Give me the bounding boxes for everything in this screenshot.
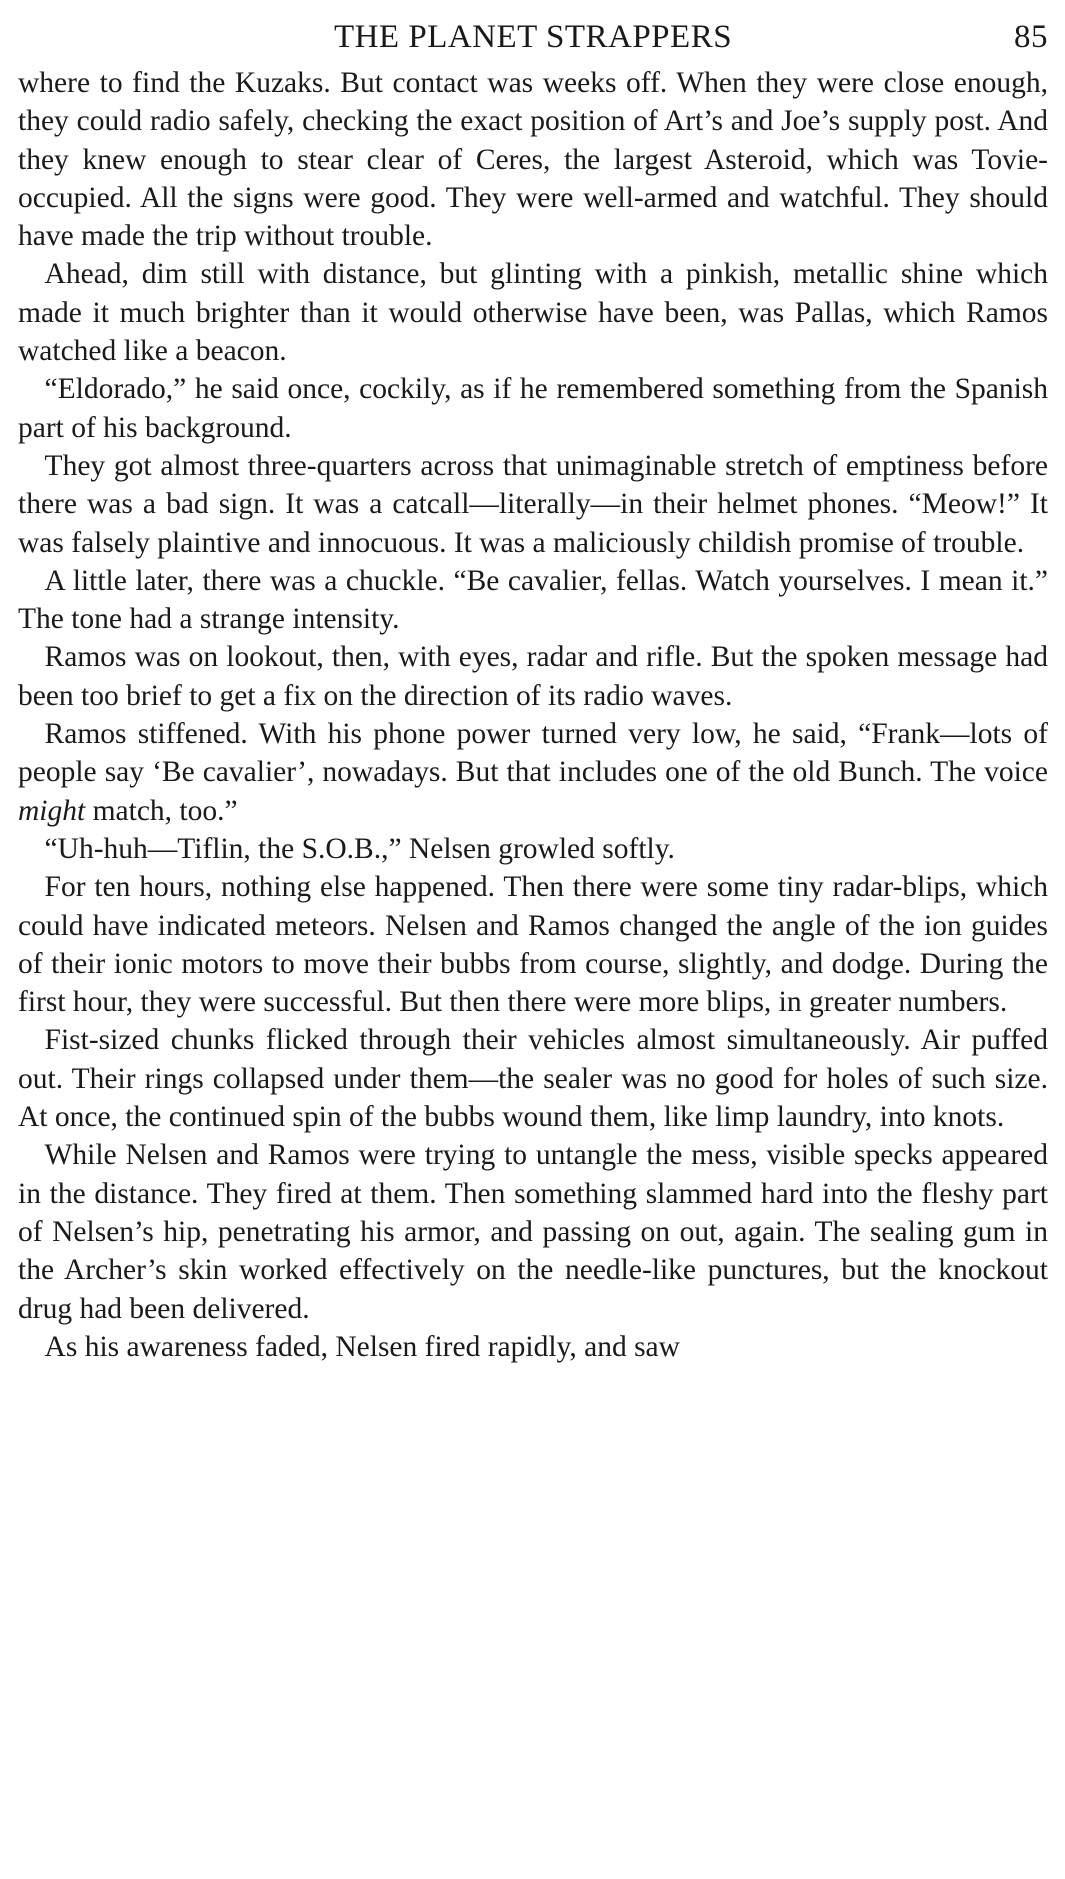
paragraph [18, 447, 1048, 562]
paragraph [18, 1021, 1048, 1136]
text-run: “Eldorado,” he said once, cockily, as if he remembered something from the Spanish part of his background. [18, 373, 1048, 444]
paragraph [18, 64, 1048, 255]
text-run: For ten hours, nothing else happened. Then there were some tiny radar-blips, which could have indicated meteors. Nelsen and Ramos changed the angle of the ion guides of their ionic motors to move their bubbs from course, slightly, and dodge. During the first hour, they were successful. But then there were more blips, in greater numbers. [18, 871, 1048, 1019]
text-run: Ramos was on lookout, then, with eyes, radar and rifle. But the spoken message had been too brief to get a fix on the direction of its radio waves. [18, 641, 1048, 712]
paragraph [18, 715, 1048, 830]
paragraph [18, 255, 1048, 370]
body-text [18, 64, 1048, 1366]
book-page [18, 12, 1048, 1366]
paragraph [18, 370, 1048, 447]
text-run: They got almost three-quarters across that unimaginable stretch of emptiness before there was a bad sign. It was a catcall—literally—in their helmet phones. “Meow!” It was falsely plaintive and innocuous. It was a maliciously childish promise of trouble. [18, 449, 1048, 559]
text-run: match, too.” [85, 794, 238, 827]
text-run: Ahead, dim still with distance, but glinting with a pinkish, metallic shine which made it much brighter than it would otherwise have been, was Pallas, which Ramos watched like a beacon. [18, 258, 1048, 368]
italic-text-run: might [18, 794, 86, 827]
text-run: While Nelsen and Ramos were trying to untangle the mess, visible specks appeared in the distance. They fired at them. Then something slammed hard into the fleshy part of Nelsen’s hip, penetrating his armor, and passing on out, again. The sealing gum in the Archer’s skin worked effectively on the needle-like punctures, but the knockout drug had been delivered. [18, 1139, 1048, 1325]
paragraph [18, 1328, 1048, 1366]
running-title: THE PLANET STRAPPERS [333, 19, 733, 55]
running-head [18, 12, 1048, 62]
paragraph [18, 868, 1048, 1021]
text-run: Fist-sized chunks flicked through their vehicles almost simultaneously. Air puffed out. Their rings collapsed under them—the sealer was no good for holes of such size. At once, the continued spin of the bubbs wound them, like limp laundry, into knots. [18, 1024, 1048, 1134]
paragraph [18, 562, 1048, 639]
text-run: As his awareness faded, Nelsen fired rapidly, and saw [44, 1330, 680, 1363]
text-run: “Uh-huh—Tiflin, the S.O.B.,” Nelsen growled softly. [44, 832, 675, 865]
paragraph [18, 1136, 1048, 1327]
text-run: A little later, there was a chuckle. “Be cavalier, fellas. Watch yourselves. I mean it.” The tone had a strange intensity. [18, 564, 1048, 636]
text-run: where to find the Kuzaks. But contact was weeks off. When they were close enough, they could radio safely, checking the exact position of Art’s and Joe’s supply post. And they knew enough to stear clear of Ceres, the largest Asteroid, which was Tovie-occupied. All the signs were good. They were well-armed and watchful. They should have made the trip without trouble. [18, 67, 1048, 253]
paragraph [18, 830, 1048, 868]
text-run: Ramos stiffened. With his phone power turned very low, he said, “Frank—lots of people say ‘Be cavalier’, nowadays. But that includes one of the old Bunch. The voice [18, 718, 1048, 789]
paragraph [18, 638, 1048, 715]
page-number: 85 [1014, 19, 1048, 55]
